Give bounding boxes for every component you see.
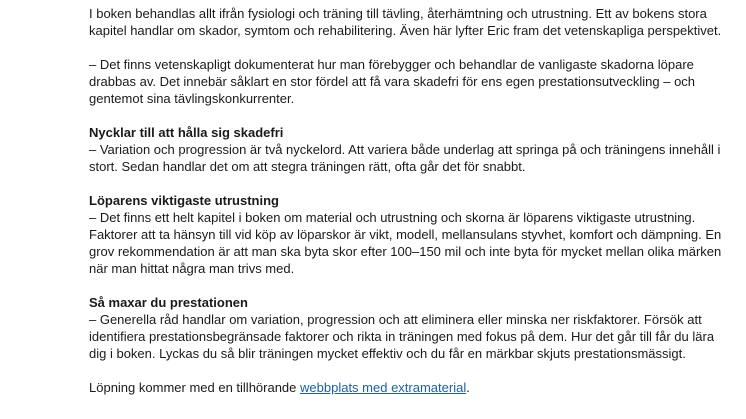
section-performance	[89, 294, 729, 362]
section-text: – Generella råd handlar om variation, progression och att eliminera eller minska ner riskfaktorer. Försök att identifiera prestationsbegränsade faktorer och rikta in träningen med fokus på dem. Hur det går till får du lära dig i boken. Lyckas du så blir träningen mycket effektiv och du får en märkbar skjuts prestationsmässigt.	[89, 312, 715, 361]
section-heading: Löparens viktigaste utrustning	[89, 193, 279, 208]
quote-paragraph: – Det finns vetenskapligt dokumenterat hur man förebygger och behandlar de vanligaste skadorna löpare drabbas av. Det innebär såklart en stor fördel att få vara skadefri för ens egen prestationsutveckling – och gentemot sina tävlingskonkurrenter.	[89, 57, 696, 106]
section-injury-free	[89, 124, 729, 175]
extra-material-link[interactable]: webbplats med extramaterial	[300, 380, 467, 395]
document-body	[89, 5, 729, 396]
section-heading: Så maxar du prestationen	[89, 295, 248, 310]
section-equipment	[89, 192, 729, 277]
closing-text: Löpning kommer med en tillhörande	[89, 380, 301, 395]
closing-period: .	[466, 380, 470, 395]
section-text: – Det finns ett helt kapitel i boken om material och utrustning och skorna är löparens viktigaste utrustning. Faktorer att ta hänsyn till vid köp av löparskor är vikt, modell, mellansulans styvhet, komfort och dämpning. En grov rekommendation är att man ska byta skor efter 100–150 mil och inte byta för mycket mellan olika märken när man hittat några man trivs med.	[89, 210, 722, 276]
section-text: – Variation och progression är två nyckelord. Att variera både underlag att springa på och träningens innehåll i stort. Sedan handlar det om att stegra träningen rätt, ofta går det för snabbt.	[89, 142, 721, 174]
closing-paragraph	[89, 379, 729, 396]
section-heading: Nycklar till att hålla sig skadefri	[89, 125, 284, 140]
intro-paragraph: I boken behandlas allt ifrån fysiologi och träning till tävling, återhämtning och utrustning. Ett av bokens stora kapitel handlar om skador, symtom och rehabilitering. Även här lyfter Eric fram det vetenskapliga perspektivet.	[89, 6, 722, 38]
